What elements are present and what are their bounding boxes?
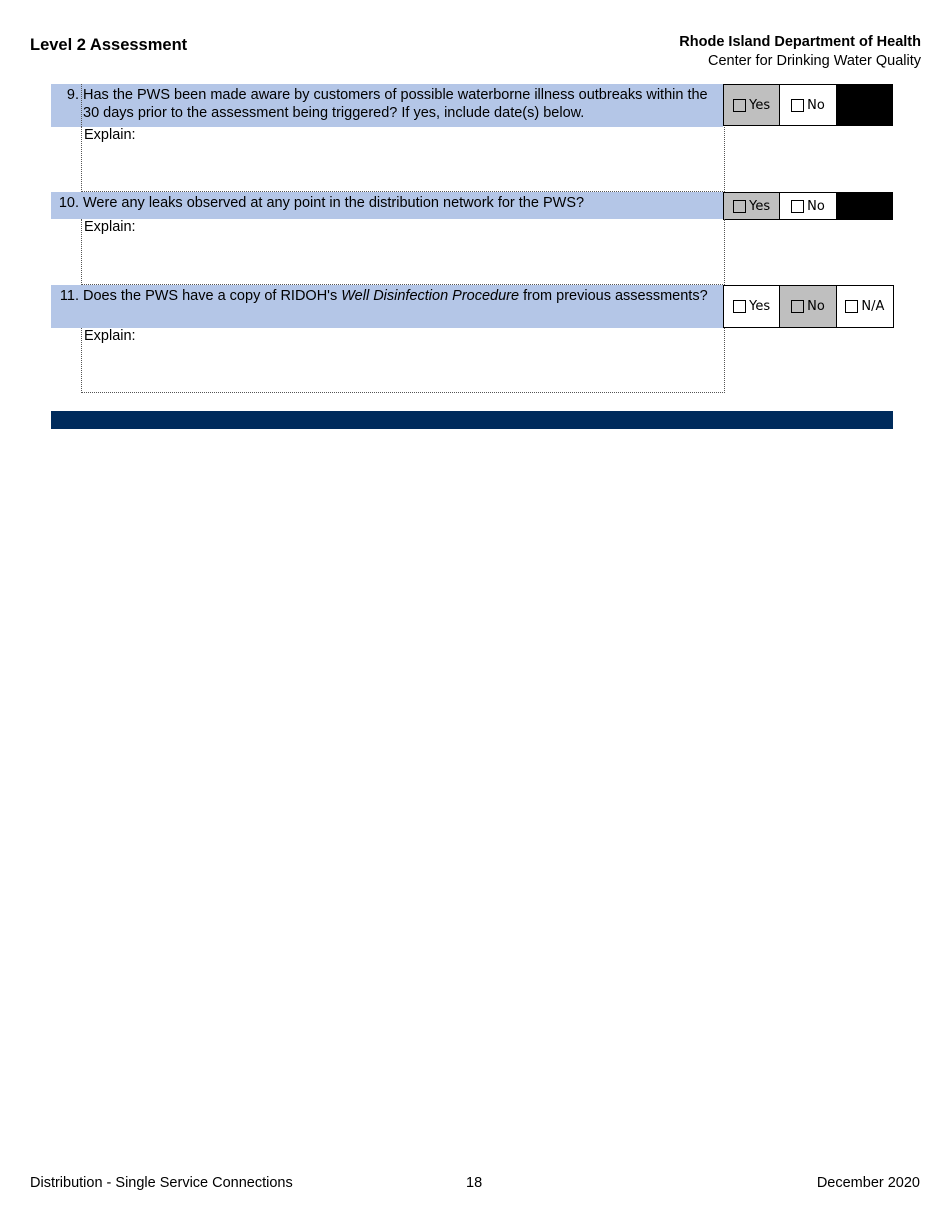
- question-row-9: [51, 84, 723, 127]
- option-label: Yes: [749, 299, 771, 314]
- question-row-10: [51, 192, 723, 219]
- checkbox-icon[interactable]: [733, 200, 746, 213]
- checkbox-icon[interactable]: [791, 300, 804, 313]
- option-label: Yes: [749, 97, 771, 113]
- question-text: Has the PWS been made aware by customers of possible waterborne illness outbreaks within the 30 days prior to the assessment being triggered? If yes, include date(s) below.: [83, 87, 708, 121]
- option-no[interactable]: [780, 286, 836, 327]
- explain-label: Explain:: [84, 127, 136, 143]
- footer-date: December 2020: [816, 1175, 920, 1191]
- explain-field-9[interactable]: [81, 127, 725, 192]
- blocked-cell: [837, 85, 892, 125]
- footer-section-name: Distribution - Single Service Connections: [30, 1175, 293, 1191]
- question-number: 11.: [59, 288, 79, 304]
- answer-options-11: [723, 285, 894, 328]
- option-na[interactable]: [837, 286, 893, 327]
- option-yes[interactable]: [724, 85, 780, 125]
- checkbox-icon[interactable]: [791, 200, 804, 213]
- option-label: N/A: [861, 299, 885, 314]
- checkbox-icon[interactable]: [733, 99, 746, 112]
- checkbox-icon[interactable]: [791, 99, 804, 112]
- document-title: Level 2 Assessment: [30, 36, 188, 54]
- option-yes[interactable]: [724, 286, 780, 327]
- question-number: 10.: [58, 195, 79, 211]
- option-no[interactable]: [780, 85, 836, 125]
- organization-subtitle: Center for Drinking Water Quality: [707, 53, 921, 69]
- option-label: No: [807, 97, 825, 113]
- explain-field-10[interactable]: [81, 219, 725, 285]
- option-label: No: [807, 198, 825, 214]
- option-no[interactable]: [780, 193, 836, 219]
- checkbox-icon[interactable]: [733, 300, 746, 313]
- answer-options-10: [723, 192, 893, 220]
- option-label: Yes: [749, 198, 771, 214]
- page-number: 18: [466, 1175, 483, 1191]
- question-divider: [81, 84, 82, 127]
- option-label: No: [807, 299, 825, 314]
- organization-name: Rhode Island Department of Health: [679, 34, 921, 50]
- option-yes[interactable]: [724, 193, 780, 219]
- procedure-name: Well Disinfection Procedure: [341, 288, 520, 304]
- question-text: Does the PWS have a copy of RIDOH's Well Disinfection Procedure from previous assessments?: [83, 288, 708, 304]
- question-number: 9.: [66, 87, 79, 103]
- explain-label: Explain:: [84, 219, 136, 235]
- explain-field-11[interactable]: [81, 328, 725, 393]
- question-text: Were any leaks observed at any point in the distribution network for the PWS?: [83, 195, 585, 211]
- blocked-cell: [837, 193, 892, 219]
- section-divider-bar: [51, 411, 893, 429]
- checkbox-icon[interactable]: [845, 300, 858, 313]
- answer-options-9: [723, 84, 893, 126]
- explain-label: Explain:: [84, 328, 136, 344]
- question-row-11: [51, 285, 723, 328]
